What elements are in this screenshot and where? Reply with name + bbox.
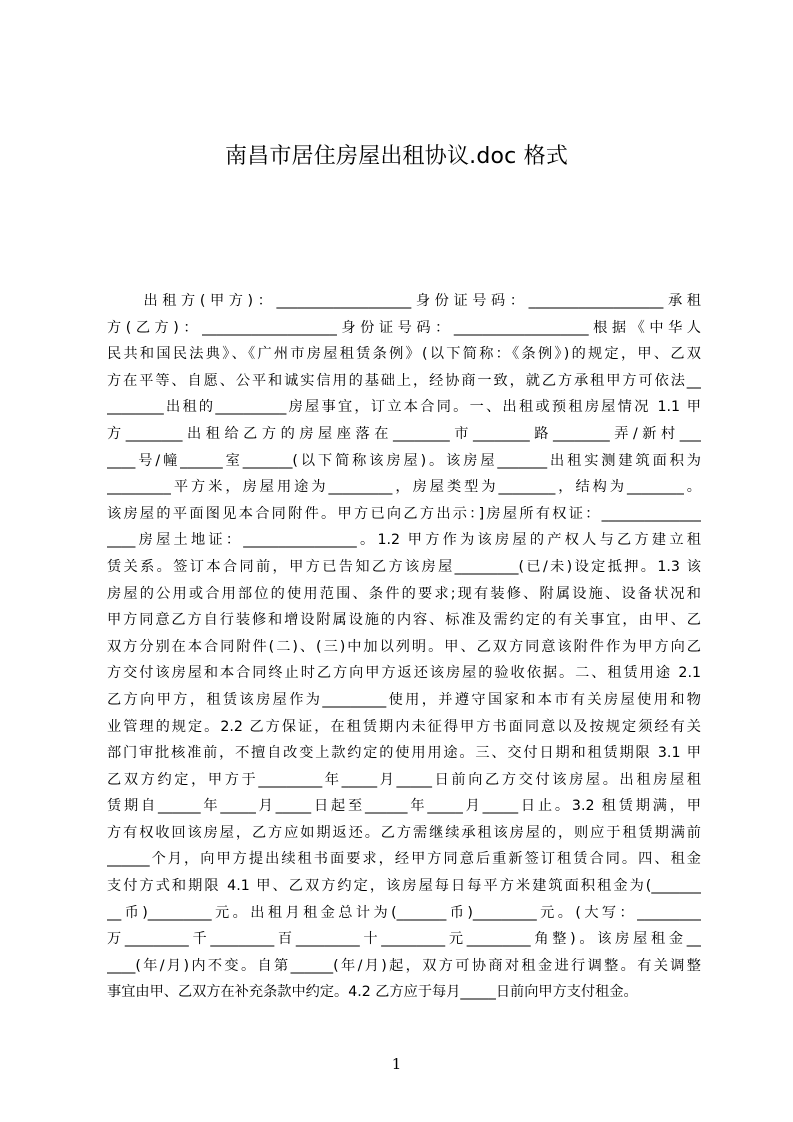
body-line-8: _________平方米，房屋用途为_________，房屋类型为________，结构为________。 bbox=[107, 479, 701, 496]
body-line-4: 方在平等、自愿、公平和诚实信用的基础上，经协商一致，就乙方承租甲方可依法__ bbox=[107, 372, 701, 389]
body-line-25: 万_________千_________百_________十_________元_________角整)。该房屋租金__ bbox=[107, 931, 701, 948]
body-line-11: 赁关系。签订本合同前，甲方已告知乙方该房屋_________(已/未)设定抵押。1.3 该 bbox=[107, 558, 701, 575]
body-line-5: ________出租的__________房屋事宜，订立本合同。一、出租或预租房屋情况 1.1 甲 bbox=[107, 399, 701, 416]
body-line-20: 赁期自______年_____月_____日起至______年_____月_____日止。3.2 租赁期满，甲 bbox=[107, 798, 701, 815]
body-line-12: 房屋的公用或合用部位的使用范围、条件的要求;现有装修、附属设施、设备状况和 bbox=[107, 585, 701, 602]
body-line-13: 甲方同意乙方自行装修和增设附属设施的内容、标准及需约定的有关事宜，由甲、乙 bbox=[107, 612, 701, 629]
body-line-22: ______个月，向甲方提出续租书面要求，经甲方同意后重新签订租赁合同。四、租金 bbox=[107, 851, 701, 868]
contract-body bbox=[107, 288, 701, 1006]
body-line-18: 部门审批核准前，不擅自改变上款约定的使用用途。三、交付日期和租赁期限 3.1 甲 bbox=[107, 745, 701, 762]
page-number: 1 bbox=[391, 1055, 402, 1073]
body-line-6: 方________出租给乙方的房屋座落在________市________路________弄/新村___ bbox=[107, 425, 701, 442]
body-line-9: 该房屋的平面图见本合同附件。甲方已向乙方出示：]房屋所有权证：______________ bbox=[107, 505, 701, 522]
body-line-17: 业管理的规定。2.2 乙方保证，在租赁期内未征得甲方书面同意以及按规定须经有关 bbox=[107, 718, 701, 735]
body-line-1: 出租方(甲方)：___________________身份证号码：___________________承租 bbox=[107, 293, 701, 309]
body-line-24: __币)_________元。出租月租金总计为(_______币)_________元。(大写：_________ bbox=[107, 904, 701, 921]
body-line-2: 方(乙方)：___________________身份证号码：___________________根据《中华人 bbox=[107, 319, 701, 336]
body-line-10: ____房屋土地证：________________。1.2 甲方作为该房屋的产权人与乙方建立租 bbox=[107, 532, 701, 549]
body-line-19: 乙双方约定，甲方于_________年_____月_____日前向乙方交付该房屋。出租房屋租 bbox=[107, 771, 701, 788]
body-line-16: 乙方向甲方，租赁该房屋作为_________使用，并遵守国家和本市有关房屋使用和物 bbox=[107, 691, 701, 708]
body-line-21: 方有权收回该房屋，乙方应如期返还。乙方需继续承租该房屋的，则应于租赁期满前 bbox=[107, 824, 701, 841]
body-line-14: 双方分别在本合同附件(二)、(三)中加以列明。甲、乙双方同意该附件作为甲方向乙 bbox=[107, 638, 701, 655]
body-line-27: 事宜由甲、乙双方在补充条款中约定。4.2 乙方应于每月_____日前向甲方支付租金。 bbox=[107, 984, 638, 1001]
body-line-23: 支付方式和期限 4.1 甲、乙双方约定，该房屋每日每平方米建筑面积租金为(_______ bbox=[107, 878, 701, 895]
body-line-7: ____号/幢______室_______(以下简称该房屋)。该房屋_______出租实测建筑面积为 bbox=[107, 452, 701, 469]
body-line-26: ____(年/月)内不变。自第______(年/月)起，双方可协商对租金进行调整。有关调整 bbox=[107, 957, 701, 974]
document-title: 南昌市居住房屋出租协议.doc 格式 bbox=[224, 144, 569, 169]
body-line-15: 方交付该房屋和本合同终止时乙方向甲方返还该房屋的验收依据。二、租赁用途 2.1 bbox=[107, 665, 701, 682]
body-line-3: 民共和国民法典》、《广州市房屋租赁条例》(以下简称：《条例》)的规定，甲、乙双 bbox=[107, 346, 701, 363]
